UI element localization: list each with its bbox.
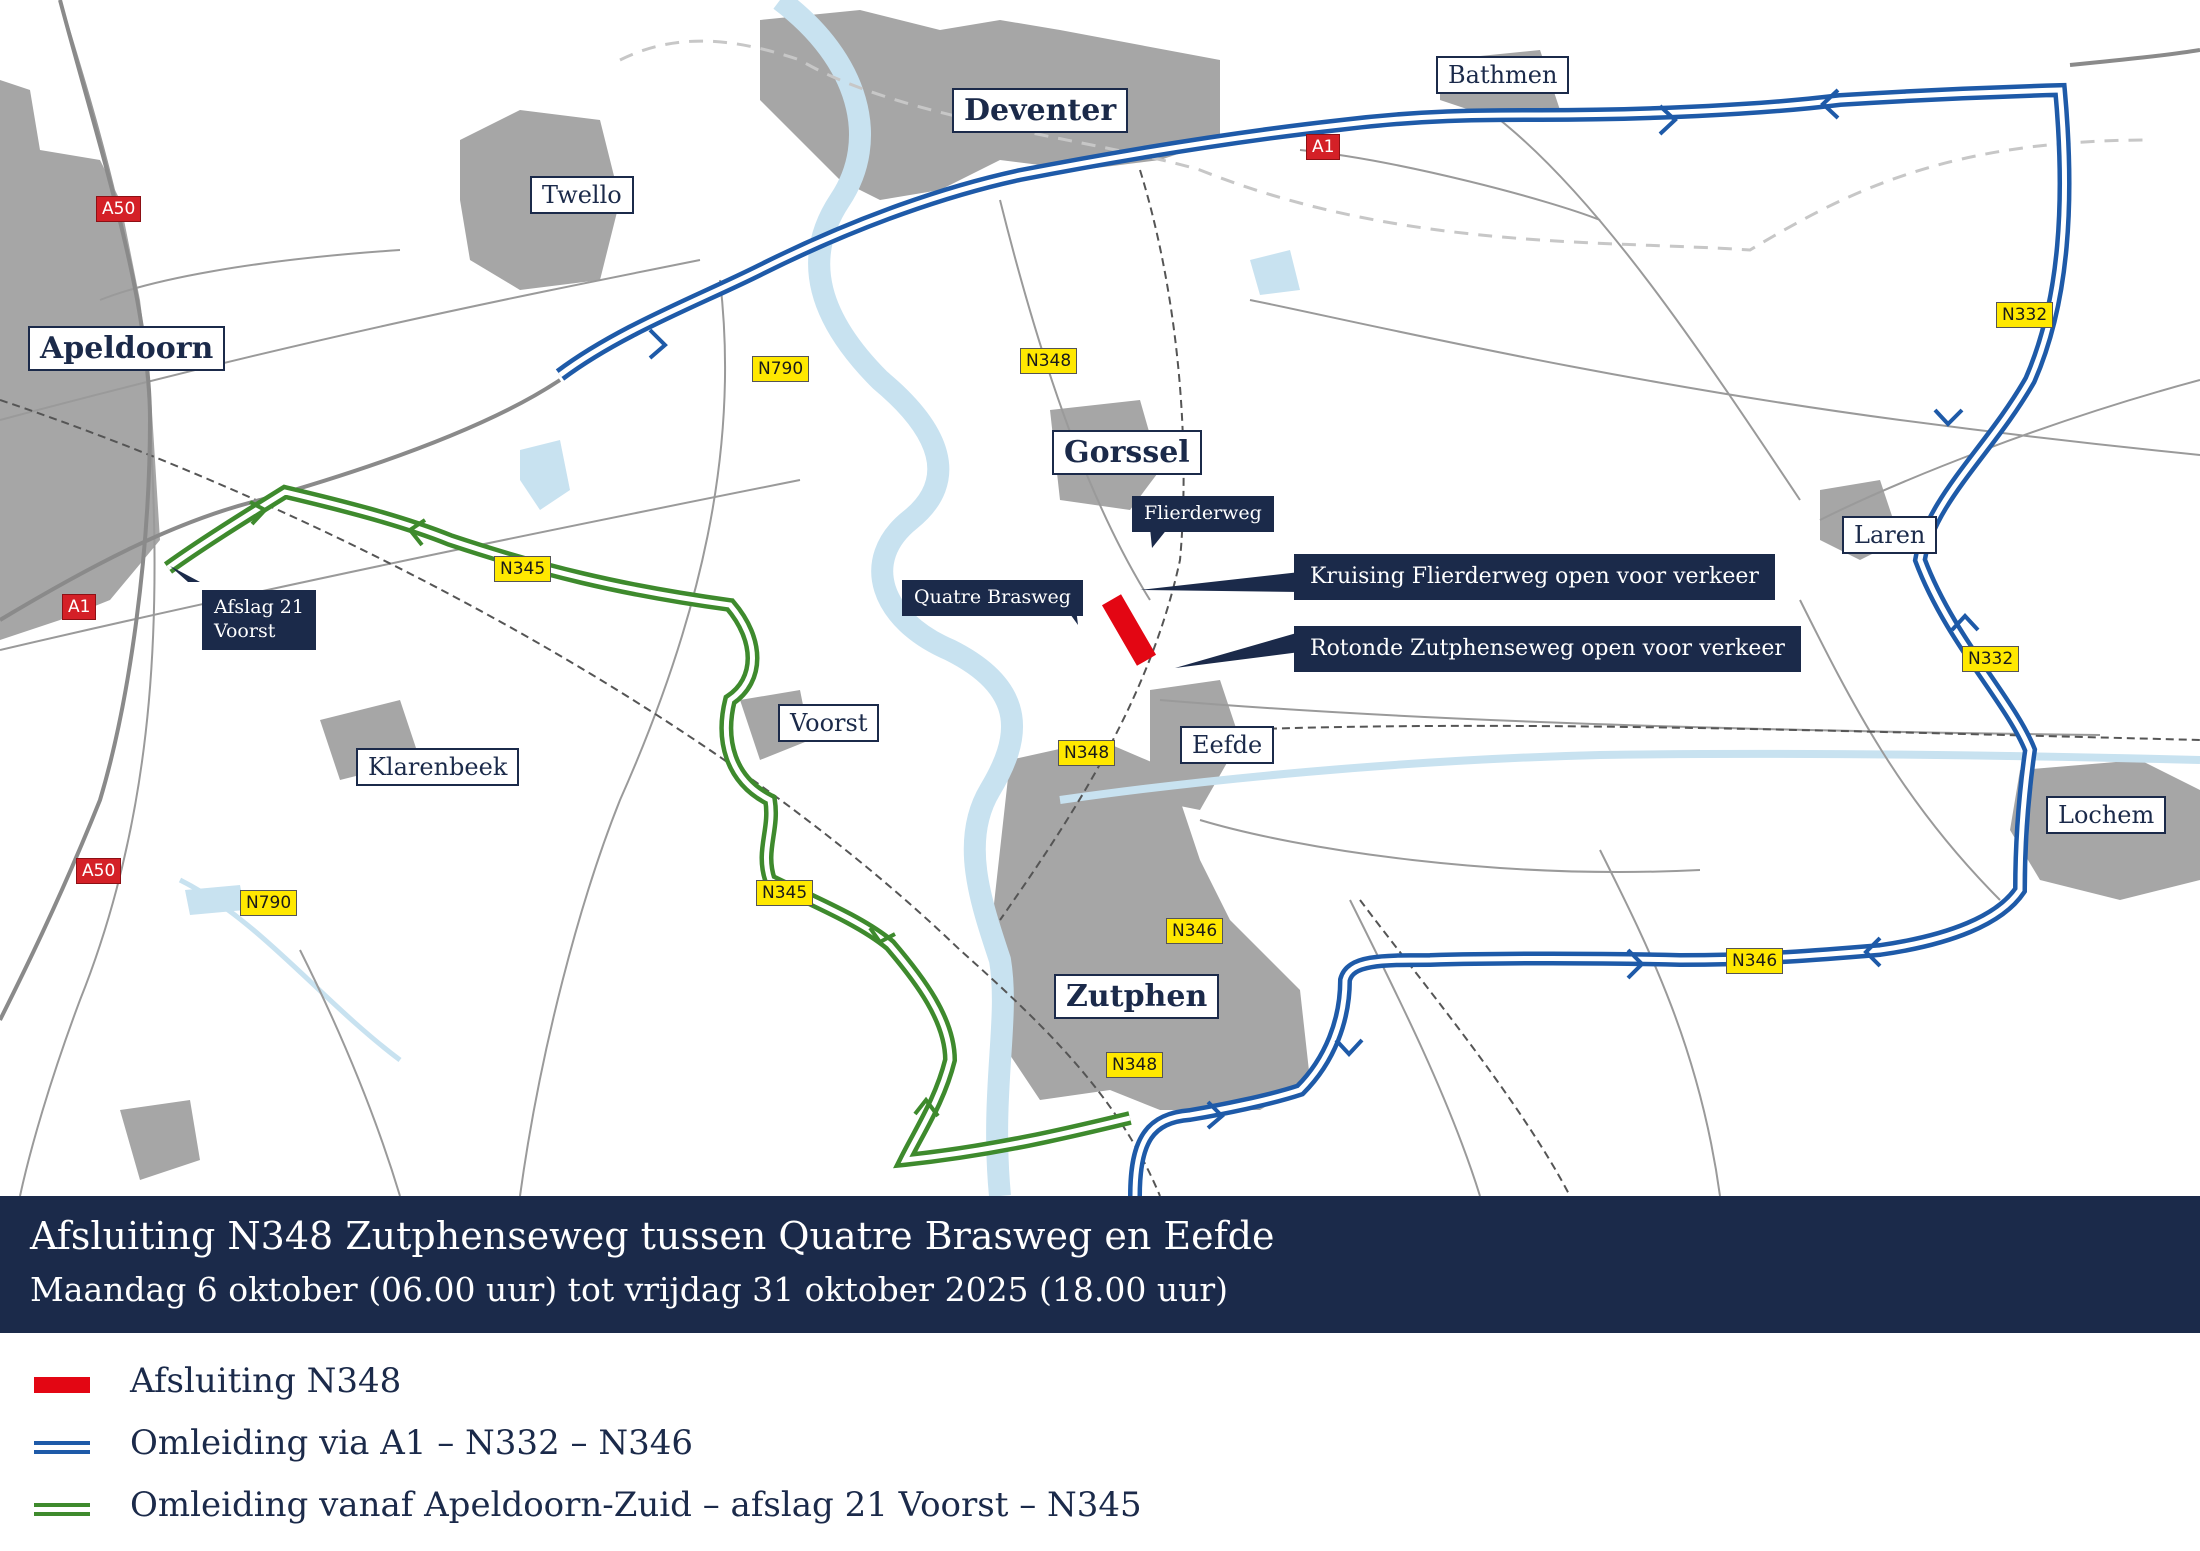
page-subtitle: Maandag 6 oktober (06.00 uur) tot vrijdag 31 oktober 2025 (18.00 uur) [30, 1270, 1229, 1309]
callout-afslag-line2: Voorst [214, 619, 276, 642]
south-west-area [120, 1100, 200, 1180]
a1-highway-east [2070, 50, 2200, 65]
lake-north [1250, 250, 1300, 295]
label-klarenbeek: Klarenbeek [356, 748, 519, 786]
lake-west [520, 440, 570, 510]
title-bar [0, 1196, 2200, 1333]
road-tag-n790-south: N790 [240, 890, 297, 916]
closure-marker [1102, 594, 1156, 666]
road-tag-n332-south: N332 [1962, 646, 2019, 672]
callout-quatre-brasweg: Quatre Brasweg [902, 580, 1083, 616]
road-tag-a50-south: A50 [76, 858, 121, 884]
road-tag-n345-south: N345 [756, 880, 813, 906]
road-tag-n790-north: N790 [752, 356, 809, 382]
callout-afslag-line1: Afslag 21 [214, 596, 304, 618]
road-tag-a1-east: A1 [1306, 134, 1340, 160]
label-laren: Laren [1842, 516, 1937, 554]
label-gorssel: Gorssel [1052, 430, 1202, 475]
callout-kruising: Kruising Flierderweg open voor verkeer [1294, 554, 1775, 600]
legend-label-detour-blue: Omleiding via A1 – N332 – N346 [130, 1423, 693, 1463]
callout-afslag-21 [202, 590, 316, 650]
road-tag-a50-north: A50 [96, 196, 141, 222]
label-eefde: Eefde [1180, 726, 1274, 764]
road-tag-n345-north: N345 [494, 556, 551, 582]
road-tag-n346-east: N346 [1726, 948, 1783, 974]
label-voorst: Voorst [778, 704, 879, 742]
road-tag-n332-north: N332 [1996, 302, 2053, 328]
label-bathmen: Bathmen [1436, 56, 1569, 94]
label-lochem: Lochem [2046, 796, 2166, 834]
lake-southwest [185, 885, 245, 915]
page-title: Afsluiting N348 Zutphenseweg tussen Quatre Brasweg en Eefde [30, 1214, 1275, 1258]
closure-swatch-icon [34, 1377, 90, 1393]
green-route-swatch-icon [34, 1503, 90, 1516]
legend-label-detour-green: Omleiding vanaf Apeldoorn-Zuid – afslag 21 Voorst – N345 [130, 1485, 1142, 1525]
label-deventer: Deventer [952, 88, 1128, 133]
label-apeldoorn: Apeldoorn [28, 326, 225, 371]
road-tag-n348-mid: N348 [1058, 740, 1115, 766]
road-tag-n346-west: N346 [1166, 918, 1223, 944]
blue-route-swatch-icon [34, 1441, 90, 1454]
legend-label-closure: Afsluiting N348 [130, 1361, 402, 1401]
road-tag-n348-north: N348 [1020, 348, 1077, 374]
road-tag-n348-south: N348 [1106, 1052, 1163, 1078]
label-zutphen: Zutphen [1054, 974, 1219, 1019]
road-tag-a1-west: A1 [62, 594, 96, 620]
callout-flierderweg: Flierderweg [1132, 496, 1274, 532]
callout-rotonde: Rotonde Zutphenseweg open voor verkeer [1294, 626, 1801, 672]
legend [0, 1333, 2200, 1551]
label-twello: Twello [530, 176, 634, 214]
